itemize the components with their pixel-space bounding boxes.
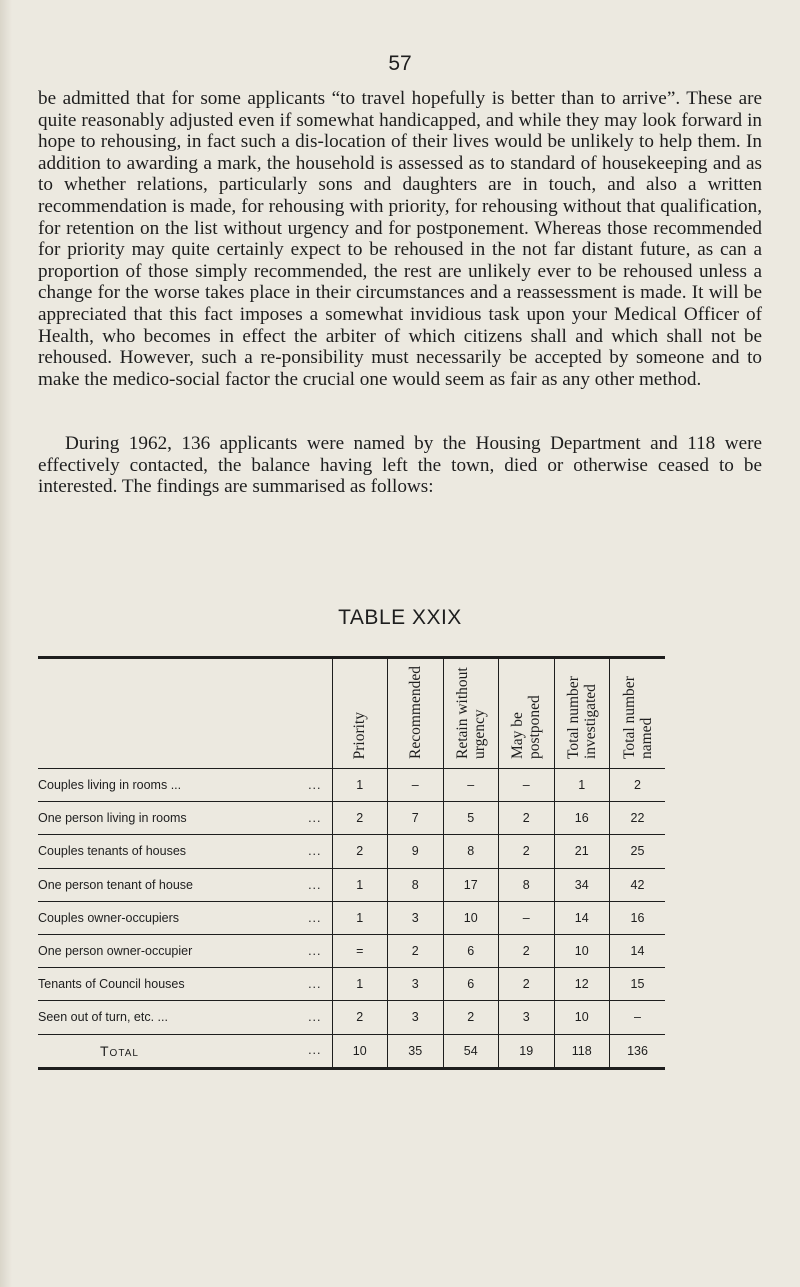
body-paragraph-1: be admitted that for some applicants “to travel hopefully is better than to arrive”. These are quite reasonably adjusted even if somewhat handicapped, and while they may look forward in hope to rehousing, in fact such a dis-location of their lives would be unlikely to help them. In addition to awarding a mark, the household is assessed as to standard of housekeeping and as to whether relations, particularly sons and daughters are in touch, and also a written recommendation is made, for rehousing with priority, for rehousing without that qualification, for retention on the list without urgency and for postponement. Whereas those recommended for priority may quite certainly expect to be rehoused in the not far distant future, as can a proportion of those simply recommended, the rest are unlikely ever to be rehoused unless a change for the worse takes place in their circumstances and a reassessment is made. It will be appreciated that this fact imposes a somewhat invidious task upon your Medical Officer of Health, who becomes in effect the arbiter of which citizens shall and which shall not be rehoused. However, such a re-ponsibility must necessarily be accepted by someone and to make the medico-social factor the crucial one would seem as fair as any other method. [38, 88, 762, 390]
table-row [38, 835, 665, 868]
table-cell: 2 [499, 835, 555, 868]
table-cell: 3 [388, 901, 444, 934]
row-label: One person tenant of house ... [38, 868, 332, 901]
table-row [38, 802, 665, 835]
table-cell: 16 [554, 802, 610, 835]
table-cell: – [499, 769, 555, 802]
table-cell: 10 [443, 901, 499, 934]
table-cell: 1 [554, 769, 610, 802]
table-cell: 22 [610, 802, 666, 835]
table-cell: 3 [388, 1001, 444, 1034]
table-row [38, 968, 665, 1001]
column-header: Priority [332, 658, 388, 769]
table-row [38, 934, 665, 967]
table-row [38, 769, 665, 802]
table-cell: 6 [443, 934, 499, 967]
table-row [38, 868, 665, 901]
total-cell: 54 [443, 1034, 499, 1068]
table-cell: 2 [332, 802, 388, 835]
table-cell: – [388, 769, 444, 802]
table-cell: 3 [499, 1001, 555, 1034]
table-row [38, 1001, 665, 1034]
table-cell: 2 [499, 934, 555, 967]
total-cell: 118 [554, 1034, 610, 1068]
table-cell: 2 [332, 1001, 388, 1034]
table-cell: 2 [499, 802, 555, 835]
row-label: Seen out of turn, etc. ... ... [38, 1001, 332, 1034]
column-header: May be postponed [499, 658, 555, 769]
table-cell: 10 [554, 1001, 610, 1034]
table-cell: 17 [443, 868, 499, 901]
header-blank [38, 658, 332, 769]
row-label: One person owner-occupier ... [38, 934, 332, 967]
row-label: Couples living in rooms ... ... [38, 769, 332, 802]
table-cell: 2 [499, 968, 555, 1001]
table-cell: 34 [554, 868, 610, 901]
column-header: Total number investigated [554, 658, 610, 769]
row-label: Couples tenants of houses ... [38, 835, 332, 868]
table-cell: 7 [388, 802, 444, 835]
table-cell: 12 [554, 968, 610, 1001]
table-cell: 2 [332, 835, 388, 868]
table-cell: 8 [499, 868, 555, 901]
table-cell: 16 [610, 901, 666, 934]
table-title: TABLE XXIX [338, 606, 462, 629]
row-label: Couples owner-occupiers ... [38, 901, 332, 934]
table-cell: 14 [610, 934, 666, 967]
page-number: 57 [388, 52, 412, 75]
column-header: Retain without urgency [443, 658, 499, 769]
table-cell: 8 [388, 868, 444, 901]
table-cell: 14 [554, 901, 610, 934]
column-header: Recommended [388, 658, 444, 769]
table-cell: 3 [388, 968, 444, 1001]
table-header-row [38, 658, 665, 769]
table-cell: – [610, 1001, 666, 1034]
table-cell: 21 [554, 835, 610, 868]
row-label: Tenants of Council houses ... [38, 968, 332, 1001]
table-cell: 1 [332, 968, 388, 1001]
table-cell: 5 [443, 802, 499, 835]
table-cell: 2 [610, 769, 666, 802]
table-cell: 6 [443, 968, 499, 1001]
total-cell: 10 [332, 1034, 388, 1068]
total-cell: 19 [499, 1034, 555, 1068]
total-row [38, 1034, 665, 1068]
table-cell: = [332, 934, 388, 967]
page-edge-shadow [0, 0, 12, 1287]
table-row [38, 901, 665, 934]
total-cell: 35 [388, 1034, 444, 1068]
table-cell: 9 [388, 835, 444, 868]
table-cell: 10 [554, 934, 610, 967]
table-cell: – [499, 901, 555, 934]
summary-table [38, 656, 665, 1070]
table-cell: – [443, 769, 499, 802]
body-paragraph-2: During 1962, 136 applicants were named by the Housing Department and 118 were effectively contacted, the balance having left the town, died or otherwise ceased to be interested. The findings are summarised as follows: [38, 433, 762, 498]
table-cell: 8 [443, 835, 499, 868]
total-label: Total ... [38, 1034, 332, 1068]
total-cell: 136 [610, 1034, 666, 1068]
table-cell: 1 [332, 868, 388, 901]
table-cell: 1 [332, 769, 388, 802]
table-cell: 25 [610, 835, 666, 868]
table-cell: 42 [610, 868, 666, 901]
row-label: One person living in rooms ... [38, 802, 332, 835]
table-cell: 2 [443, 1001, 499, 1034]
table-cell: 15 [610, 968, 666, 1001]
column-header: Total number named [610, 658, 666, 769]
table-cell: 2 [388, 934, 444, 967]
table-cell: 1 [332, 901, 388, 934]
